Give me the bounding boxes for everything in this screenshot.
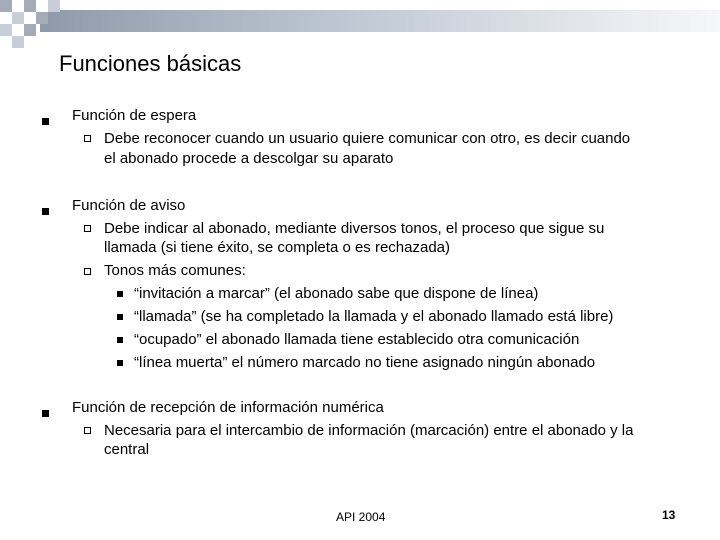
- item-line: Necesaria para el intercambio de información (marcación) entre el abonado y la: [104, 422, 634, 439]
- square-bullet-icon: [42, 208, 49, 215]
- tone-item: “línea muerta” el número marcado no tiene asignado ningún abonado: [134, 354, 596, 371]
- footer-text: API 2004: [336, 510, 386, 524]
- item-line: Debe reconocer cuando un usuario quiere comunicar con otro, es decir cuando: [104, 130, 631, 147]
- section-heading: Función de espera: [72, 107, 197, 124]
- tone-item: “invitación a marcar” (el abonado sabe que dispone de línea): [134, 285, 539, 302]
- hollow-square-bullet-icon: [84, 135, 91, 142]
- square-bullet-icon: [117, 314, 123, 320]
- section-heading: Función de aviso: [72, 197, 186, 214]
- square-bullet-icon: [117, 291, 123, 297]
- tone-item: “llamada” (se ha completado la llamada y el abonado llamado está libre): [134, 308, 614, 325]
- square-bullet-icon: [42, 118, 49, 125]
- item-line: llamada (si tiene éxito, se completa o es rechazada): [104, 239, 451, 256]
- hollow-square-bullet-icon: [84, 427, 91, 434]
- square-bullet-icon: [117, 360, 123, 366]
- item-line: central: [104, 441, 150, 458]
- header-gradient-bar: [40, 10, 720, 32]
- square-bullet-icon: [42, 410, 49, 417]
- tone-item: “ocupado” el abonado llamada tiene establecido otra comunicación: [134, 331, 580, 348]
- square-bullet-icon: [117, 337, 123, 343]
- hollow-square-bullet-icon: [84, 225, 91, 232]
- item-line: el abonado procede a descolgar su aparato: [104, 150, 394, 167]
- section-heading: Función de recepción de información numérica: [72, 399, 384, 416]
- item-line: Tonos más comunes:: [104, 262, 246, 279]
- hollow-square-bullet-icon: [84, 268, 91, 275]
- page-number: 13: [662, 508, 676, 522]
- slide-title: Funciones básicas: [59, 51, 242, 76]
- item-line: Debe indicar al abonado, mediante diversos tonos, el proceso que sigue su: [104, 220, 605, 237]
